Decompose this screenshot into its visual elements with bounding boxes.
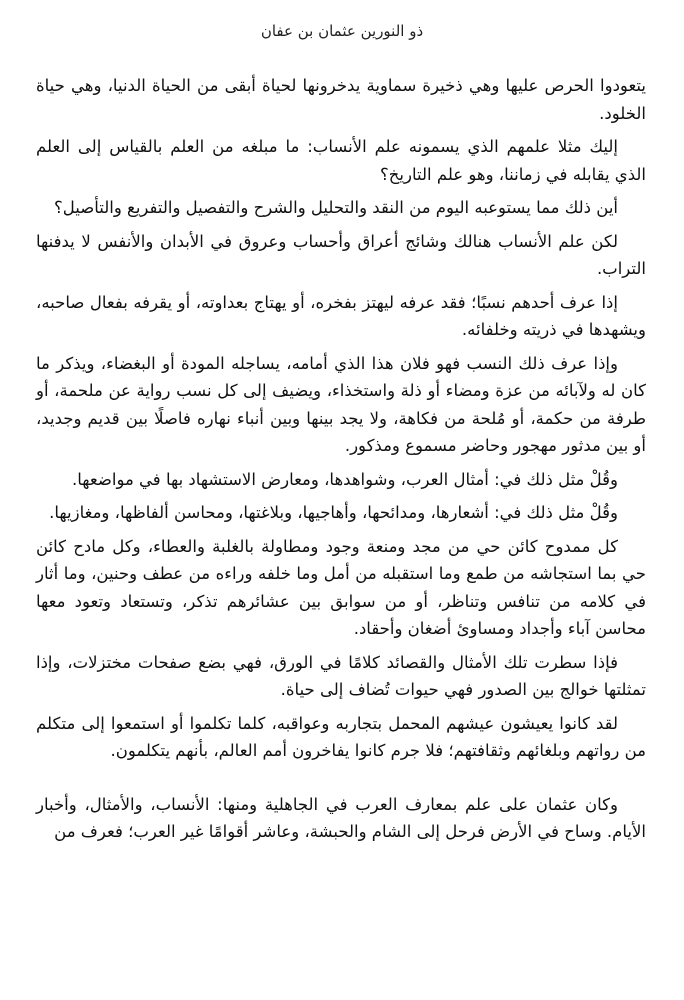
paragraph: وقُلْ مثل ذلك في: أمثال العرب، وشواهدها، ومعارض الاستشهاد بها في مواضعها. — [72, 469, 618, 489]
paragraph: فإذا سطرت تلك الأمثال والقصائد كلامًا في الورق، فهي بضع صفحات مختزلات، وإذا تمثلتها خوالج بين الصدور فهي حيوات تُضاف إلى حياة. — [36, 652, 646, 699]
paragraph: إليك مثلا علمهم الذي يسمونه علم الأنساب: ما مبلغه من العلم بالقياس إلى العلم الذي يقابله في زماننا، وهو علم التاريخ؟ — [36, 137, 646, 184]
paragraph: وقُلْ مثل ذلك في: أشعارها، ومدائحها، وأهاجيها، وبلاغتها، ومحاسن ألفاظها، ومغازيها. — [49, 503, 618, 522]
page-body-text — [36, 72, 646, 852]
paragraph: لكن علم الأنساب هنالك وشائج أعراق وأحساب وعروق في الأبدان والأنفس لا يدفنها التراب. — [36, 231, 646, 278]
paragraph: وإذا عرف ذلك النسب فهو فلان هذا الذي أمامه، يساجله المودة أو البغضاء، ويذكر ما كان له ولآبائه من عزة ومضاء أو ذلة واستخذاء، ويضيف إلى كل نسب رواية عن ملحمة، أو طرفة من حكمة، أو مُلحة من فكاهة، ولا يجد بينها وبين أنباء نهاره فاصلًا بين قديم وجديد، أو بين مدثور مهجور وحاضر مسموع ومذكور. — [36, 353, 646, 455]
paragraph: كل ممدوح كائن حي من مجد ومنعة وجود ومطاولة بالغلبة والعطاء، وكل مادح كائن حي بما استجاشه من طمع وما استقبله من أمل وما خلفه وراءه من عطف وحنين، وما أثار في كلامه من تنافس وتناظر، أو من سوابق بين عشائرهم تذكر، وتستعاد وتعود معها محاسن آباء وأجداد ومساوئ أضغان وأحقاد. — [36, 536, 646, 638]
paragraph: يتعودوا الحرص عليها وهي ذخيرة سماوية يدخرونها لحياة أبقى من الحياة الدنيا، وهي حياة الخلود. — [36, 76, 646, 123]
paragraph: أين ذلك مما يستوعبه اليوم من النقد والتحليل والشرح والتفصيل والتفريع والتأصيل؟ — [53, 198, 618, 217]
page-header-title: ذو النورين عثمان بن عفان — [260, 22, 424, 40]
paragraph: وكان عثمان على علم بمعارف العرب في الجاهلية ومنها: الأنساب، والأمثال، وأخبار الأيام. وساح في الأرض فرحل إلى الشام والحبشة، وعاشر أقوامًا غير العرب؛ فعرف من — [36, 794, 646, 841]
paragraph: إذا عرف أحدهم نسبًا؛ فقد عرفه ليهتز بفخره، أو يهتاج بعداوته، أو يقرفه بفعال صاحبه، ويشهدها في ذريته وخلفائه. — [36, 292, 646, 339]
paragraph: لقد كانوا يعيشون عيشهم المحمل بتجاربه وعواقبه، كلما تكلموا أو استمعوا إلى متكلم من رواتهم وبلغائهم وثقافتهم؛ فلا جرم كانوا يفاخرون أمم العالم، بأنهم يتكلمون. — [36, 713, 646, 760]
